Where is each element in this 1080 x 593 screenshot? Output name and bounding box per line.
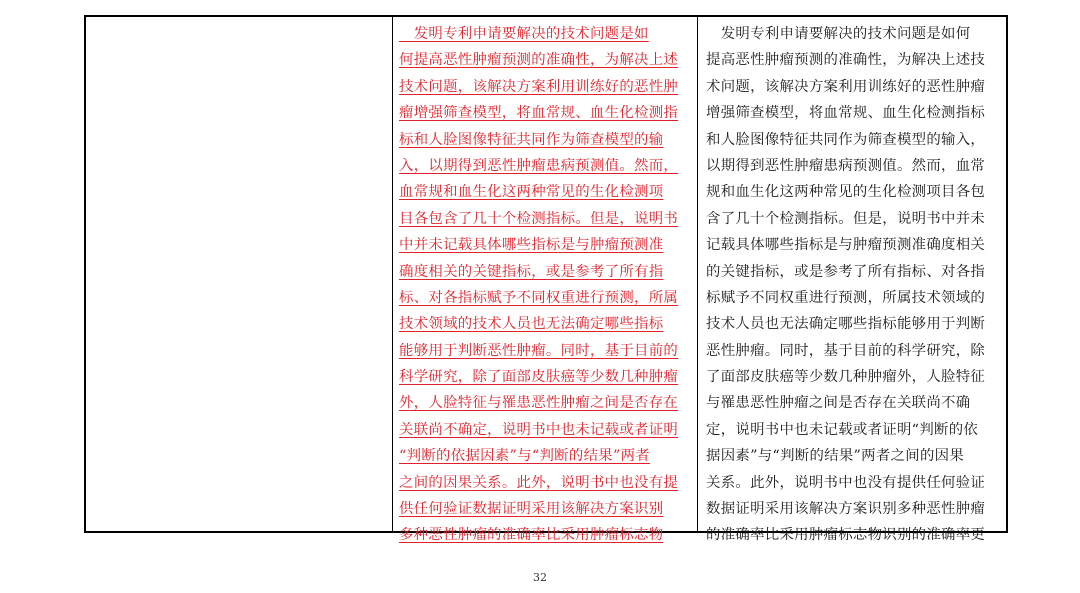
text-line: 标赋予不同权重进行预测，所属技术领域的 xyxy=(706,289,986,306)
text-line: 据因素”与“判断的结果”两者之间的因果 xyxy=(706,448,965,465)
text-line: 多种恶性肿瘤的准确率比采用肿瘤标志物 xyxy=(399,527,664,544)
text-line: 技术人员也无法确定哪些指标能够用于判断 xyxy=(706,316,986,333)
text-line: 记载具体哪些指标是与肿瘤预测准确度相关 xyxy=(706,237,986,254)
clean-text-column xyxy=(698,17,1006,544)
text-line: 的关键指标，或是参考了所有指标、对各指 xyxy=(706,263,986,280)
text-line: 术问题，该解决方案利用训练好的恶性肿瘤 xyxy=(706,78,986,95)
comparison-table xyxy=(84,15,1008,544)
empty-left-column xyxy=(86,17,393,531)
text-line: 外，人脸特征与罹患恶性肿瘤之间是否存在 xyxy=(399,395,679,412)
text-line: 的准确率比采用肿瘤标志物识别的准确率更 xyxy=(706,527,986,544)
text-line: 标和人脸图像特征共同作为筛查模型的输 xyxy=(399,131,664,148)
page-number: 32 xyxy=(533,571,547,584)
text-line: 恶性肿瘤。同时，基于目前的科学研究，除 xyxy=(706,342,986,359)
text-line: 发明专利申请要解决的技术问题是如 xyxy=(399,26,649,42)
text-line: 与罹患恶性肿瘤之间是否存在关联尚不确 xyxy=(706,395,971,412)
text-line: 以期得到恶性肿瘤患病预测值。然而，血常 xyxy=(706,157,986,174)
text-line: 技术问题，该解决方案利用训练好的恶性肿 xyxy=(399,78,679,95)
text-line: 规和血生化这两种常见的生化检测项目各包 xyxy=(706,184,986,201)
text-line: 技术领域的技术人员也无法确定哪些指标 xyxy=(399,316,664,333)
text-line: 发明专利申请要解决的技术问题是如何 xyxy=(706,26,971,42)
text-line: 之间的因果关系。此外，说明书中也没有提 xyxy=(399,474,679,491)
text-line: 确度相关的关键指标，或是参考了所有指 xyxy=(399,263,664,280)
marked-up-text-column xyxy=(393,17,698,544)
text-line: 关系。此外，说明书中也没有提供任何验证 xyxy=(706,474,986,491)
text-line: 科学研究，除了面部皮肤癌等少数几种肿瘤 xyxy=(399,369,679,386)
text-line: 标、对各指标赋予不同权重进行预测，所属 xyxy=(399,289,679,306)
text-line: 瘤增强筛查模型，将血常规、血生化检测指 xyxy=(399,105,679,122)
text-line: 关联尚不确定，说明书中也未记载或者证明 xyxy=(399,421,679,438)
text-line: 提高恶性肿瘤预测的准确性，为解决上述技 xyxy=(706,52,986,69)
text-line: 含了几十个检测指标。但是，说明书中并未 xyxy=(706,210,986,227)
text-line: “判断的依据因素”与“判断的结果”两者 xyxy=(399,448,650,465)
text-line: 增强筛查模型，将血常规、血生化检测指标 xyxy=(706,105,986,122)
text-line: 了面部皮肤癌等少数几种肿瘤外，人脸特征 xyxy=(706,369,986,386)
text-line: 何提高恶性肿瘤预测的准确性，为解决上述 xyxy=(399,52,679,69)
text-line: 和人脸图像特征共同作为筛查模型的输入， xyxy=(706,131,986,148)
text-line: 入，以期得到恶性肿瘤患病预测值。然而， xyxy=(399,157,679,174)
text-line: 能够用于判断恶性肿瘤。同时，基于目前的 xyxy=(399,342,679,359)
text-line: 数据证明采用该解决方案识别多种恶性肿瘤 xyxy=(706,501,986,518)
text-line: 定，说明书中也未记载或者证明“判断的依 xyxy=(706,421,979,438)
text-line: 目各包含了几十个检测指标。但是，说明书 xyxy=(399,210,679,227)
text-line: 供任何验证数据证明采用该解决方案识别 xyxy=(399,501,664,518)
text-line: 血常规和血生化这两种常见的生化检测项 xyxy=(399,184,664,201)
text-line: 中并未记载具体哪些指标是与肿瘤预测准 xyxy=(399,237,664,254)
